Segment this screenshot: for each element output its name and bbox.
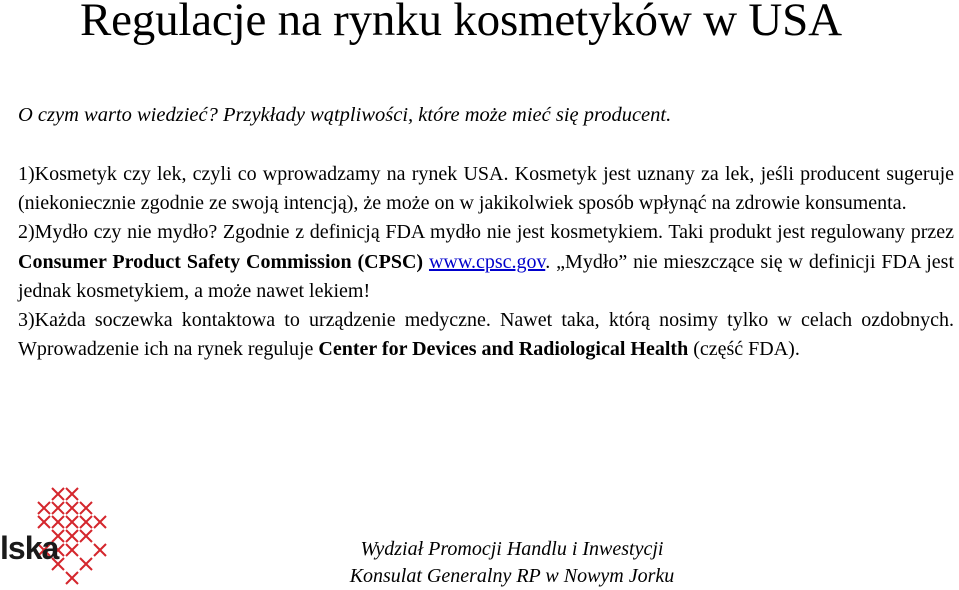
footer-line-2: Konsulat Generalny RP w Nowym Jorku — [349, 565, 675, 587]
footer-line-1: Wydział Promocji Handlu i Inwestycji — [360, 538, 664, 560]
item-1 — [18, 160, 954, 218]
item-2 — [18, 218, 954, 306]
item-3-text-b: (część FDA). — [688, 338, 800, 361]
subtitle: O czym warto wiedzieć? Przykłady wątpliwości, które może mieć się producent. — [18, 104, 672, 126]
cdrh-name: Center for Devices and Radiological Health — [318, 338, 689, 361]
footer — [332, 536, 692, 590]
cpsc-link[interactable]: www.cpsc.gov — [428, 250, 546, 273]
item-3 — [18, 306, 954, 364]
item-2-text-b: . „Mydło” nie mieszczące się w definicji FDA jest jednak kosmetykiem, a może nawet lekiem! — [18, 250, 955, 302]
item-2-text-a: 2)Mydło czy nie mydło? Zgodnie z definicją FDA mydło nie jest kosmetykiem. Taki produkt jest regulowany przez — [18, 221, 954, 244]
page-title: Regulacje na rynku kosmetyków w USA — [80, 0, 842, 46]
logo-wordmark: lska — [0, 530, 59, 566]
item-1-text: 1)Kosmetyk czy lek, czyli co wprowadzamy na rynek USA. Kosmetyk jest uznany za lek, jeśli producent sugeruje (niekoniecznie zgodnie ze swoją intencją), że może on w jakikolwiek sposób wpłynąć na zdrowie konsumenta. — [18, 163, 954, 215]
cpsc-name: Consumer Product Safety Commission (CPSC) — [18, 250, 424, 273]
item-3-text-a: 3)Każda soczewka kontaktowa to urządzenie medyczne. Nawet taka, którą nosimy tylko w celach ozdobnych. Wprowadzenie ich na rynek reguluje — [18, 309, 954, 361]
content-body — [18, 160, 954, 364]
